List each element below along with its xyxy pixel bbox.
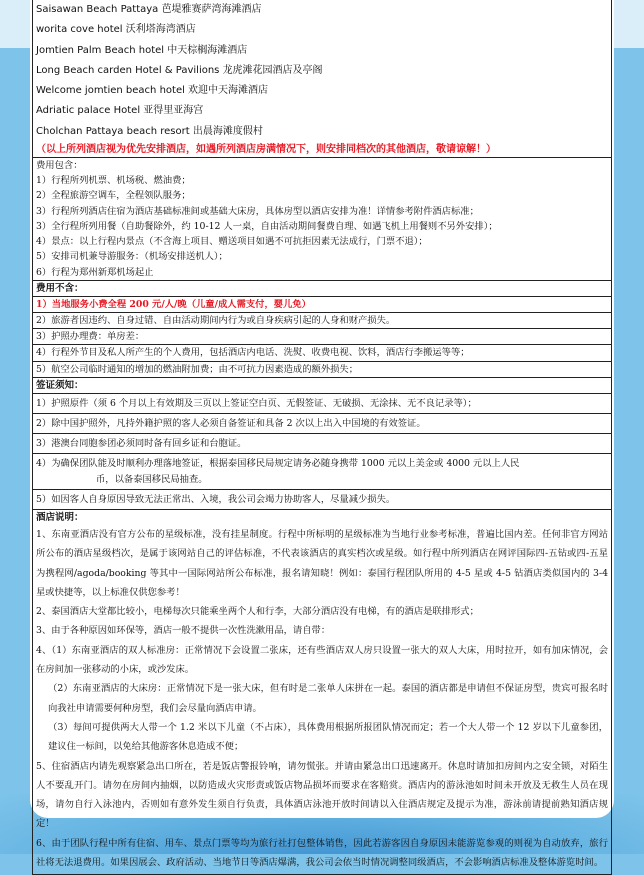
list-item: 3）行程所列酒店住宿为酒店基础标准间或基础大床房，具体房型以酒店安排为准！详情参考附件酒店标准；	[36, 205, 479, 217]
list-item: 1）护照原件（须 6 个月以上有效期及三页以上签证空白页、无假签证、无破损、无涂抹、无不良记录等）；	[33, 394, 611, 414]
section-title: 酒店说明：	[36, 511, 84, 523]
paragraph: 5、住宿酒店内请先观察紧急出口所在，若是饭店警报铃响，请勿慌张。并请由紧急出口迅速离开。休息时请加扣房间内之安全锁，对陌生人不要乱开门。请勿在房间内抽烟，以防造成火灾形责或饭店物品损坏而要求在客赔赏。酒店内的游泳池如时间未开放及无救生人员在现场，请勿自行入泳池内，否则如有意外发生须自行负责，具体酒店泳池开放时间请以入住酒店规定及提示为准，游泳前请提前熟知酒店规定！	[36, 760, 608, 830]
list-item: 1）行程所列机票、机场税、燃油费；	[36, 175, 191, 187]
hotel-item: Jomtien Palm Beach hotel 中天棕榈海滩酒店	[36, 44, 248, 56]
list-item: 2）旅游者因违约、自身过错、自由活动期间内行为或自身疾病引起的人身和财产损失。	[33, 313, 611, 329]
itinerary-document	[32, 0, 612, 875]
hotel-note: （以上所列酒店视为优先安排酒店，如遇所列酒店房满情况下，则安排同档次的其他酒店，敬请谅解！）	[36, 144, 496, 156]
section-title: 签证须知：	[33, 378, 611, 394]
list-item: 4）行程外节目及私人所产生的个人费用，包括酒店内电话、洗熨、收费电视、饮料，酒店行李搬运等等；	[33, 345, 611, 361]
hotel-item: Cholchan Pattaya beach resort 出晨海滩度假村	[36, 125, 263, 137]
tip-notice: 1）当地服务小费全程 200 元/人/晚（儿童/成人需支付，婴儿免）	[33, 297, 611, 313]
list-item: 4）景点：以上行程内景点（不含海上项目、赠送项目如遇不可抗拒因素无法成行，门票不退）；	[36, 236, 428, 248]
excluded-section	[33, 280, 612, 377]
list-item-multiline	[33, 454, 611, 489]
list-item: 5）航空公司临时通知的增加的燃油附加费；由不可抗力因素造成的额外损失；	[36, 363, 359, 375]
hotel-list	[33, 0, 612, 158]
paragraph: （3）每间可提供两大人带一个 1.2 米以下儿童（不占床），具体费用根据所报团队情况而定；若一个大人带一个 12 岁以下儿童参团，建议住一标间，以免给其他游客休息造成不便；	[48, 721, 608, 753]
included-section	[33, 158, 612, 281]
hotel-item: Adriatic palace Hotel 亚得里亚海宫	[36, 105, 204, 117]
list-item-continued: 币，以备泰国移民局抽查。	[96, 473, 208, 485]
list-item: 6）行程为郑州新郑机场起止	[36, 266, 154, 278]
list-item: 2）全程旅游空调车，全程领队服务；	[36, 190, 191, 202]
list-item: 3）护照办理费：单房差：	[33, 329, 611, 345]
section-title: 费用不含：	[33, 281, 611, 297]
section-title: 费用包含：	[36, 160, 83, 172]
paragraph: 2、泰国酒店大堂都比较小，电梯每次只能乘坐两个人和行李，大部分酒店没有电梯，有的酒店是联排形式；	[36, 606, 479, 618]
hotel-item: Saisawan Beach Pattaya 芭堤雅赛萨湾海滩酒店	[36, 4, 262, 15]
hotel-item: Long Beach carden Hotel & Pavilions 龙虎滩花园酒店及亭阁	[36, 64, 323, 76]
list-item: 3）全行程所列用餐（自助餐除外，约 10-12 人一桌，自由活动期间餐费自理、如遇飞机上用餐则不另外安排）；	[36, 220, 498, 232]
hotel-item: worita cove hotel 沃利塔海湾酒店	[36, 24, 196, 36]
paragraph: 1、东南亚酒店没有官方公布的星级标准，没有挂星制度。行程中所标明的星级标准为当地行业参考标准，普遍比国内差。任何非官方网站所公布的酒店星级档次，是属于该网站自己的评估标准，不代表该酒店的真实档次或星级。如行程中所列酒店在网评国际四-五钻或四-五星为携程网/agoda/booking 等其中一国际网站所公布标准，报名请知晓！例如：泰国行程团队所用的 4-5 星或 4-5 钻酒店类似国内的 3-4 星或快捷等，以上标准仅供您参考！	[36, 528, 608, 598]
paragraph: （2）东南亚酒店的大床房：正常情况下是一张大床，但有时是二张单人床拼在一起。泰国的酒店都是申请但不保证房型，贵宾可报名时向我社申请需要何种房型，我们会尽量向酒店申请。	[48, 683, 608, 714]
paragraph: 3、由于各种原因如环保等，酒店一般不提供一次性洗漱用品，请自带：	[36, 625, 331, 637]
list-item: 5）安排司机兼导游服务：（机场安排送机人）；	[36, 251, 228, 263]
list-item: 2）除中国护照外，凡持外籍护照的客人必须自备签证和具备 2 次以上出入中国境的有效签证。	[33, 414, 611, 434]
hotel-info-section	[33, 509, 612, 874]
list-item: 5）如因客人自身原因导致无法正常出、入境，我公司会竭力协助客人，尽量减少损失。	[36, 493, 396, 505]
hotel-item: Welcome jomtien beach hotel 欢迎中天海滩酒店	[36, 85, 269, 97]
paragraph: 6、由于团队行程中所有住宿、用车、景点门票等均为旅行社打包整体销售，因此若游客因自身原因未能游览参观的则视为自动放弃，旅行社将无法退费用。如果因展会、政府活动、当地节日等酒店爆满，我公司会依当时情况调整同级酒店，不会影响酒店标准及整体游览时间。	[36, 837, 608, 868]
list-item: 4）为确保团队能及时顺利办理落地签证，根据泰国移民局规定请务必随身携带 1000 元以上美金或 4000 元以上人民	[36, 458, 520, 470]
paragraph: 4、（1）东南亚酒店的双人标准房：正常情况下会设置二张床，还有些酒店双人房只设置一张大的双人大床，用时拉开，如有加床情况，会在房间加一张移动的小床，或沙发床。	[36, 644, 608, 676]
list-item: 3）港澳台同胞参团必须同时备有回乡证和台胞证。	[33, 434, 611, 454]
visa-section	[33, 377, 612, 509]
